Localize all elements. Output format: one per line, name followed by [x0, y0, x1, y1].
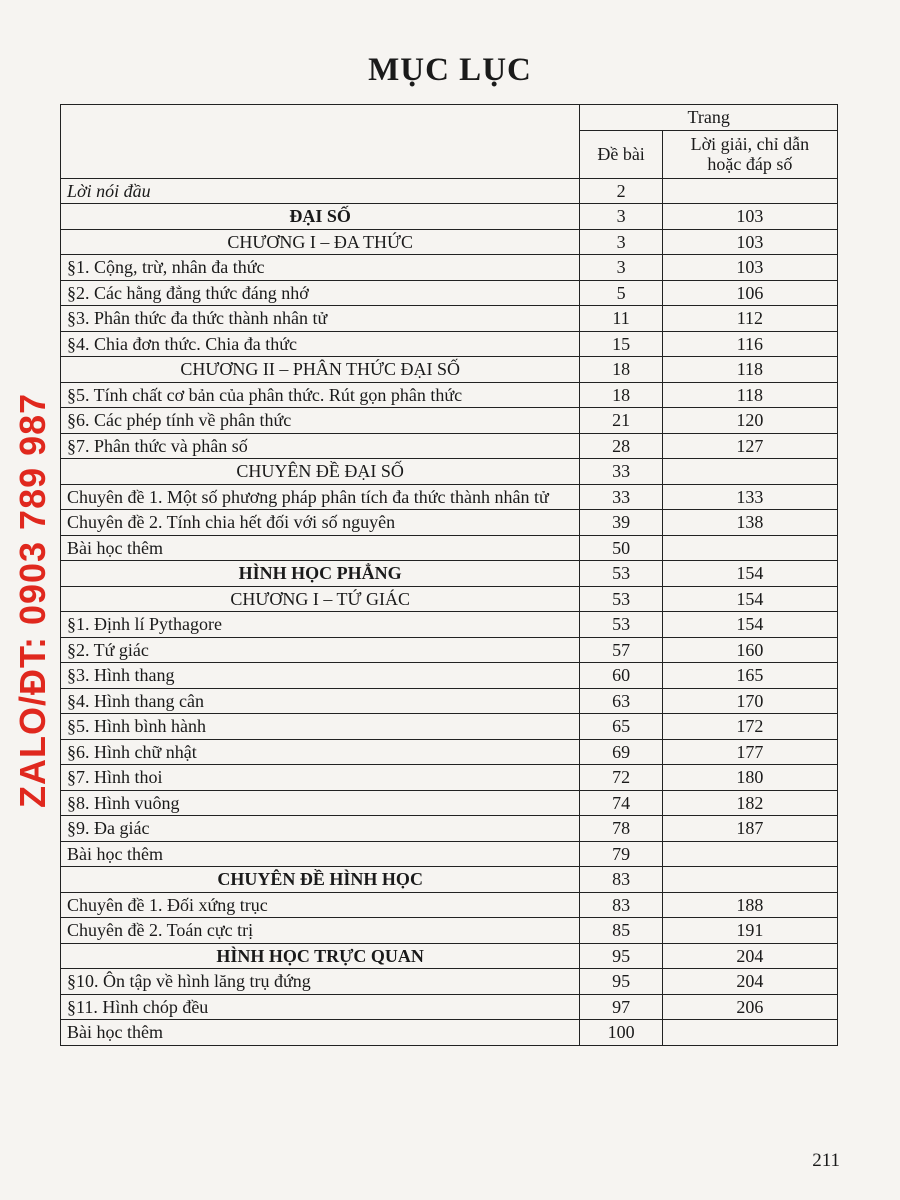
toc-entry-loi-giai-page: 172	[662, 714, 837, 740]
toc-row	[61, 943, 838, 969]
toc-entry-de-bai-page: 53	[580, 612, 662, 638]
toc-row	[61, 229, 838, 255]
toc-entry-loi-giai-page	[662, 459, 837, 485]
toc-entry-title: HÌNH HỌC TRỰC QUAN	[61, 943, 580, 969]
header-loi-giai-line2: hoặc đáp số	[707, 154, 793, 174]
toc-entry-loi-giai-page	[662, 867, 837, 893]
toc-entry-de-bai-page: 50	[580, 535, 662, 561]
toc-entry-title: Bài học thêm	[61, 535, 580, 561]
toc-entry-title: CHUYÊN ĐỀ ĐẠI SỐ	[61, 459, 580, 485]
toc-entry-title: CHƯƠNG I – ĐA THỨC	[61, 229, 580, 255]
toc-entry-title: CHƯƠNG II – PHÂN THỨC ĐẠI SỐ	[61, 357, 580, 383]
toc-entry-de-bai-page: 28	[580, 433, 662, 459]
toc-entry-title: §6. Hình chữ nhật	[61, 739, 580, 765]
toc-entry-title: ĐẠI SỐ	[61, 204, 580, 230]
toc-entry-title: Chuyên đề 2. Toán cực trị	[61, 918, 580, 944]
toc-entry-de-bai-page: 83	[580, 867, 662, 893]
toc-entry-loi-giai-page: 116	[662, 331, 837, 357]
toc-row	[61, 382, 838, 408]
toc-entry-de-bai-page: 97	[580, 994, 662, 1020]
watermark-contact: ZALO/ĐT: 0903 789 987	[12, 392, 53, 808]
toc-row	[61, 790, 838, 816]
toc-entry-title: CHƯƠNG I – TỨ GIÁC	[61, 586, 580, 612]
toc-entry-loi-giai-page: 165	[662, 663, 837, 689]
toc-entry-title: §2. Tứ giác	[61, 637, 580, 663]
toc-row	[61, 918, 838, 944]
toc-entry-title: §6. Các phép tính về phân thức	[61, 408, 580, 434]
toc-entry-title: Lời nói đầu	[61, 178, 580, 204]
toc-row	[61, 306, 838, 332]
toc-entry-title: §3. Phân thức đa thức thành nhân tử	[61, 306, 580, 332]
toc-entry-loi-giai-page: 187	[662, 816, 837, 842]
header-trang: Trang	[580, 105, 838, 131]
toc-row	[61, 408, 838, 434]
toc-entry-title: §7. Hình thoi	[61, 765, 580, 791]
toc-entry-loi-giai-page: 106	[662, 280, 837, 306]
toc-entry-title: CHUYÊN ĐỀ HÌNH HỌC	[61, 867, 580, 893]
page-number: 211	[812, 1150, 840, 1171]
toc-entry-loi-giai-page	[662, 535, 837, 561]
toc-entry-de-bai-page: 79	[580, 841, 662, 867]
toc-entry-de-bai-page: 78	[580, 816, 662, 842]
toc-row	[61, 586, 838, 612]
toc-entry-title: Bài học thêm	[61, 1020, 580, 1046]
toc-entry-title: §4. Hình thang cân	[61, 688, 580, 714]
toc-entry-loi-giai-page: 182	[662, 790, 837, 816]
toc-entry-loi-giai-page: 118	[662, 357, 837, 383]
toc-row	[61, 1020, 838, 1046]
toc-entry-title: HÌNH HỌC PHẲNG	[61, 561, 580, 587]
toc-row	[61, 714, 838, 740]
toc-entry-title: §7. Phân thức và phân số	[61, 433, 580, 459]
toc-row	[61, 765, 838, 791]
toc-entry-loi-giai-page: 154	[662, 561, 837, 587]
toc-entry-title: §9. Đa giác	[61, 816, 580, 842]
toc-entry-title: §2. Các hằng đẳng thức đáng nhớ	[61, 280, 580, 306]
toc-row	[61, 484, 838, 510]
toc-entry-loi-giai-page: 180	[662, 765, 837, 791]
toc-entry-de-bai-page: 33	[580, 484, 662, 510]
toc-entry-loi-giai-page: 154	[662, 586, 837, 612]
header-loi-giai	[662, 130, 837, 178]
toc-row	[61, 969, 838, 995]
toc-row	[61, 561, 838, 587]
toc-entry-de-bai-page: 11	[580, 306, 662, 332]
toc-entry-loi-giai-page: 127	[662, 433, 837, 459]
page-title: MỤC LỤC	[368, 52, 532, 88]
toc-body	[61, 178, 838, 1045]
toc-entry-de-bai-page: 57	[580, 637, 662, 663]
toc-entry-de-bai-page: 3	[580, 204, 662, 230]
toc-entry-de-bai-page: 95	[580, 943, 662, 969]
toc-entry-title: Bài học thêm	[61, 841, 580, 867]
toc-row	[61, 459, 838, 485]
toc-entry-de-bai-page: 39	[580, 510, 662, 536]
toc-row	[61, 892, 838, 918]
toc-entry-de-bai-page: 33	[580, 459, 662, 485]
toc-entry-title: §5. Hình bình hành	[61, 714, 580, 740]
toc-entry-de-bai-page: 85	[580, 918, 662, 944]
toc-entry-de-bai-page: 3	[580, 229, 662, 255]
toc-entry-loi-giai-page: 177	[662, 739, 837, 765]
toc-entry-title: Chuyên đề 2. Tính chia hết đối với số nguyên	[61, 510, 580, 536]
toc-entry-title: §1. Định lí Pythagore	[61, 612, 580, 638]
toc-entry-loi-giai-page: 103	[662, 204, 837, 230]
toc-entry-loi-giai-page	[662, 178, 837, 204]
toc-entry-loi-giai-page: 191	[662, 918, 837, 944]
toc-row	[61, 255, 838, 281]
toc-entry-loi-giai-page: 120	[662, 408, 837, 434]
toc-entry-de-bai-page: 18	[580, 357, 662, 383]
toc-entry-loi-giai-page	[662, 841, 837, 867]
toc-entry-title: §10. Ôn tập về hình lăng trụ đứng	[61, 969, 580, 995]
toc-entry-de-bai-page: 3	[580, 255, 662, 281]
toc-entry-loi-giai-page: 133	[662, 484, 837, 510]
toc-entry-loi-giai-page: 154	[662, 612, 837, 638]
toc-entry-de-bai-page: 95	[580, 969, 662, 995]
toc-entry-de-bai-page: 100	[580, 1020, 662, 1046]
toc-row	[61, 841, 838, 867]
toc-row	[61, 994, 838, 1020]
table-of-contents	[60, 104, 838, 1046]
toc-row	[61, 204, 838, 230]
toc-row	[61, 357, 838, 383]
toc-entry-de-bai-page: 15	[580, 331, 662, 357]
toc-row	[61, 867, 838, 893]
toc-entry-de-bai-page: 63	[580, 688, 662, 714]
toc-entry-loi-giai-page: 188	[662, 892, 837, 918]
toc-entry-title: Chuyên đề 1. Đối xứng trục	[61, 892, 580, 918]
toc-entry-de-bai-page: 21	[580, 408, 662, 434]
toc-entry-de-bai-page: 72	[580, 765, 662, 791]
toc-entry-de-bai-page: 74	[580, 790, 662, 816]
toc-entry-title: Chuyên đề 1. Một số phương pháp phân tích đa thức thành nhân tử	[61, 484, 580, 510]
toc-entry-loi-giai-page: 103	[662, 255, 837, 281]
toc-entry-de-bai-page: 83	[580, 892, 662, 918]
toc-row	[61, 663, 838, 689]
toc-entry-de-bai-page: 53	[580, 586, 662, 612]
toc-entry-loi-giai-page: 170	[662, 688, 837, 714]
toc-entry-title: §1. Cộng, trừ, nhân đa thức	[61, 255, 580, 281]
toc-entry-de-bai-page: 69	[580, 739, 662, 765]
toc-entry-de-bai-page: 2	[580, 178, 662, 204]
toc-row	[61, 612, 838, 638]
toc-entry-title: §3. Hình thang	[61, 663, 580, 689]
toc-entry-loi-giai-page: 112	[662, 306, 837, 332]
toc-row	[61, 688, 838, 714]
toc-row	[61, 331, 838, 357]
toc-entry-title: §5. Tính chất cơ bản của phân thức. Rút gọn phân thức	[61, 382, 580, 408]
toc-entry-title: §4. Chia đơn thức. Chia đa thức	[61, 331, 580, 357]
toc-entry-de-bai-page: 18	[580, 382, 662, 408]
toc-entry-de-bai-page: 53	[580, 561, 662, 587]
toc-row	[61, 510, 838, 536]
toc-entry-de-bai-page: 65	[580, 714, 662, 740]
toc-entry-loi-giai-page: 204	[662, 969, 837, 995]
toc-entry-de-bai-page: 60	[580, 663, 662, 689]
toc-entry-title: §11. Hình chóp đều	[61, 994, 580, 1020]
header-empty-cell	[61, 105, 580, 179]
toc-entry-loi-giai-page: 206	[662, 994, 837, 1020]
toc-entry-title: §8. Hình vuông	[61, 790, 580, 816]
toc-row	[61, 816, 838, 842]
toc-row	[61, 433, 838, 459]
toc-entry-loi-giai-page: 204	[662, 943, 837, 969]
toc-entry-loi-giai-page: 103	[662, 229, 837, 255]
toc-entry-de-bai-page: 5	[580, 280, 662, 306]
header-loi-giai-line1: Lời giải, chỉ dẫn	[690, 134, 810, 154]
toc-row	[61, 280, 838, 306]
toc-entry-loi-giai-page: 138	[662, 510, 837, 536]
header-de-bai: Đề bài	[580, 130, 662, 178]
toc-row	[61, 739, 838, 765]
toc-entry-loi-giai-page: 118	[662, 382, 837, 408]
toc-entry-loi-giai-page	[662, 1020, 837, 1046]
toc-entry-loi-giai-page: 160	[662, 637, 837, 663]
toc-row	[61, 535, 838, 561]
toc-row	[61, 637, 838, 663]
toc-row	[61, 178, 838, 204]
